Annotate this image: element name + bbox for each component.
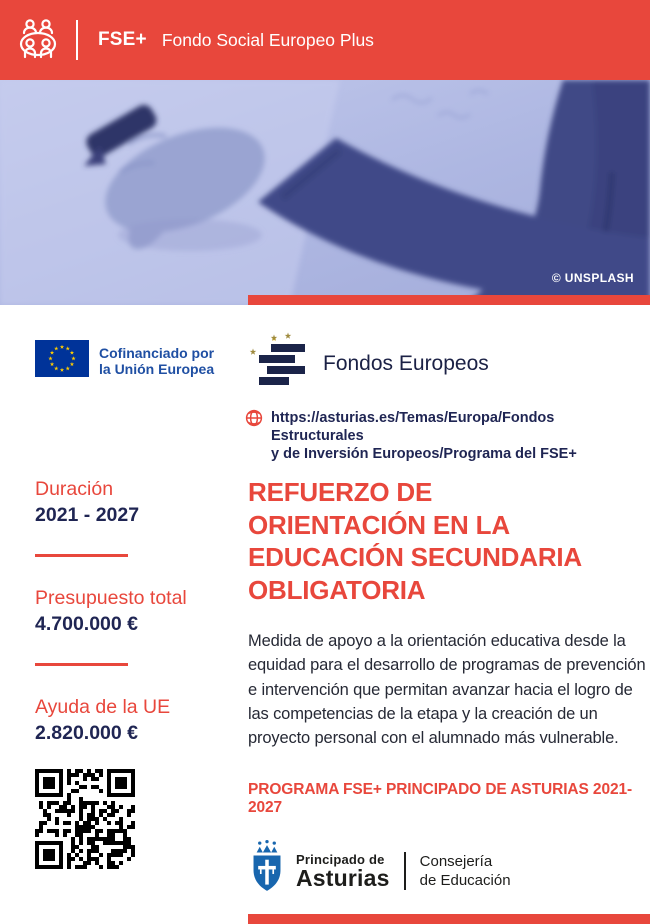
eu-label-line2: la Unión Europea xyxy=(99,361,215,377)
eu-cofunded-label xyxy=(99,345,214,378)
stat-value: 2021 - 2027 xyxy=(35,504,140,526)
stat-eu-aid xyxy=(35,696,235,745)
stat-duration xyxy=(35,478,235,527)
stat-label: Presupuesto total xyxy=(35,587,187,609)
program-link[interactable] xyxy=(245,409,645,463)
globe-icon xyxy=(245,409,263,432)
gov-name-block xyxy=(296,852,390,892)
gov-name-small: Principado de xyxy=(296,852,385,868)
stat-divider xyxy=(35,554,128,557)
program-url[interactable] xyxy=(271,409,645,463)
main-column xyxy=(248,476,648,901)
program-abbr: FSE+ xyxy=(98,29,147,50)
banner-divider xyxy=(76,20,78,60)
eu-label-line1: Cofinanciado por xyxy=(99,344,215,361)
fondos-europeos-label: Fondos Europeos xyxy=(323,351,489,375)
gov-divider xyxy=(404,852,406,890)
eu-flag xyxy=(35,340,89,382)
program-line: PROGRAMA FSE+ PRINCIPADO DE ASTURIAS 2021-2027 xyxy=(248,781,633,817)
hero-photo xyxy=(0,80,650,305)
qr-code xyxy=(35,769,135,869)
program-name: Fondo Social Europeo Plus xyxy=(161,29,374,50)
stat-divider xyxy=(35,663,128,666)
asturias-gov-logo xyxy=(248,840,648,901)
stat-label: Duración xyxy=(35,478,114,500)
stat-value: 2.820.000 € xyxy=(35,722,139,744)
department-line2: de Educación xyxy=(419,871,511,889)
department-line1: Consejería xyxy=(419,852,493,870)
gov-name-big: Asturias xyxy=(296,865,390,892)
stat-label: Ayuda de la UE xyxy=(35,696,171,718)
stat-budget xyxy=(35,587,235,636)
people-meeting-icon xyxy=(16,15,60,66)
asturias-shield-icon xyxy=(248,840,286,901)
program-url-line1[interactable]: https://asturias.es/Temas/Europa/Fondos Estructurales xyxy=(271,410,555,444)
program-url-line2[interactable]: y de Inversión Europeos/Programa del FSE+ xyxy=(271,446,577,462)
stats-column xyxy=(35,478,235,874)
fondos-europeos-logo xyxy=(245,332,489,395)
bottom-red-bar xyxy=(248,914,650,924)
photo-credit: © UNSPLASH xyxy=(551,271,634,285)
fondos-europeos-mark xyxy=(245,332,311,395)
hero-red-strip xyxy=(248,295,650,305)
description-text: Medida de apoyo a la orientación educativa desde la equidad para el desarrollo de programas de prevención e intervención que permitan avanzar hacia el logro de las competencias de la etapa y la creación de un proyecto personal con el alumnado más vulnerable. xyxy=(248,632,646,748)
page-title: REFUERZO DE ORIENTACIÓN EN LA EDUCACIÓN SECUNDARIA OBLIGATORIA xyxy=(248,477,582,605)
top-banner xyxy=(0,0,650,80)
eu-cofunded-block xyxy=(35,340,214,382)
stat-value: 4.700.000 € xyxy=(35,613,139,635)
department-block xyxy=(420,852,511,890)
